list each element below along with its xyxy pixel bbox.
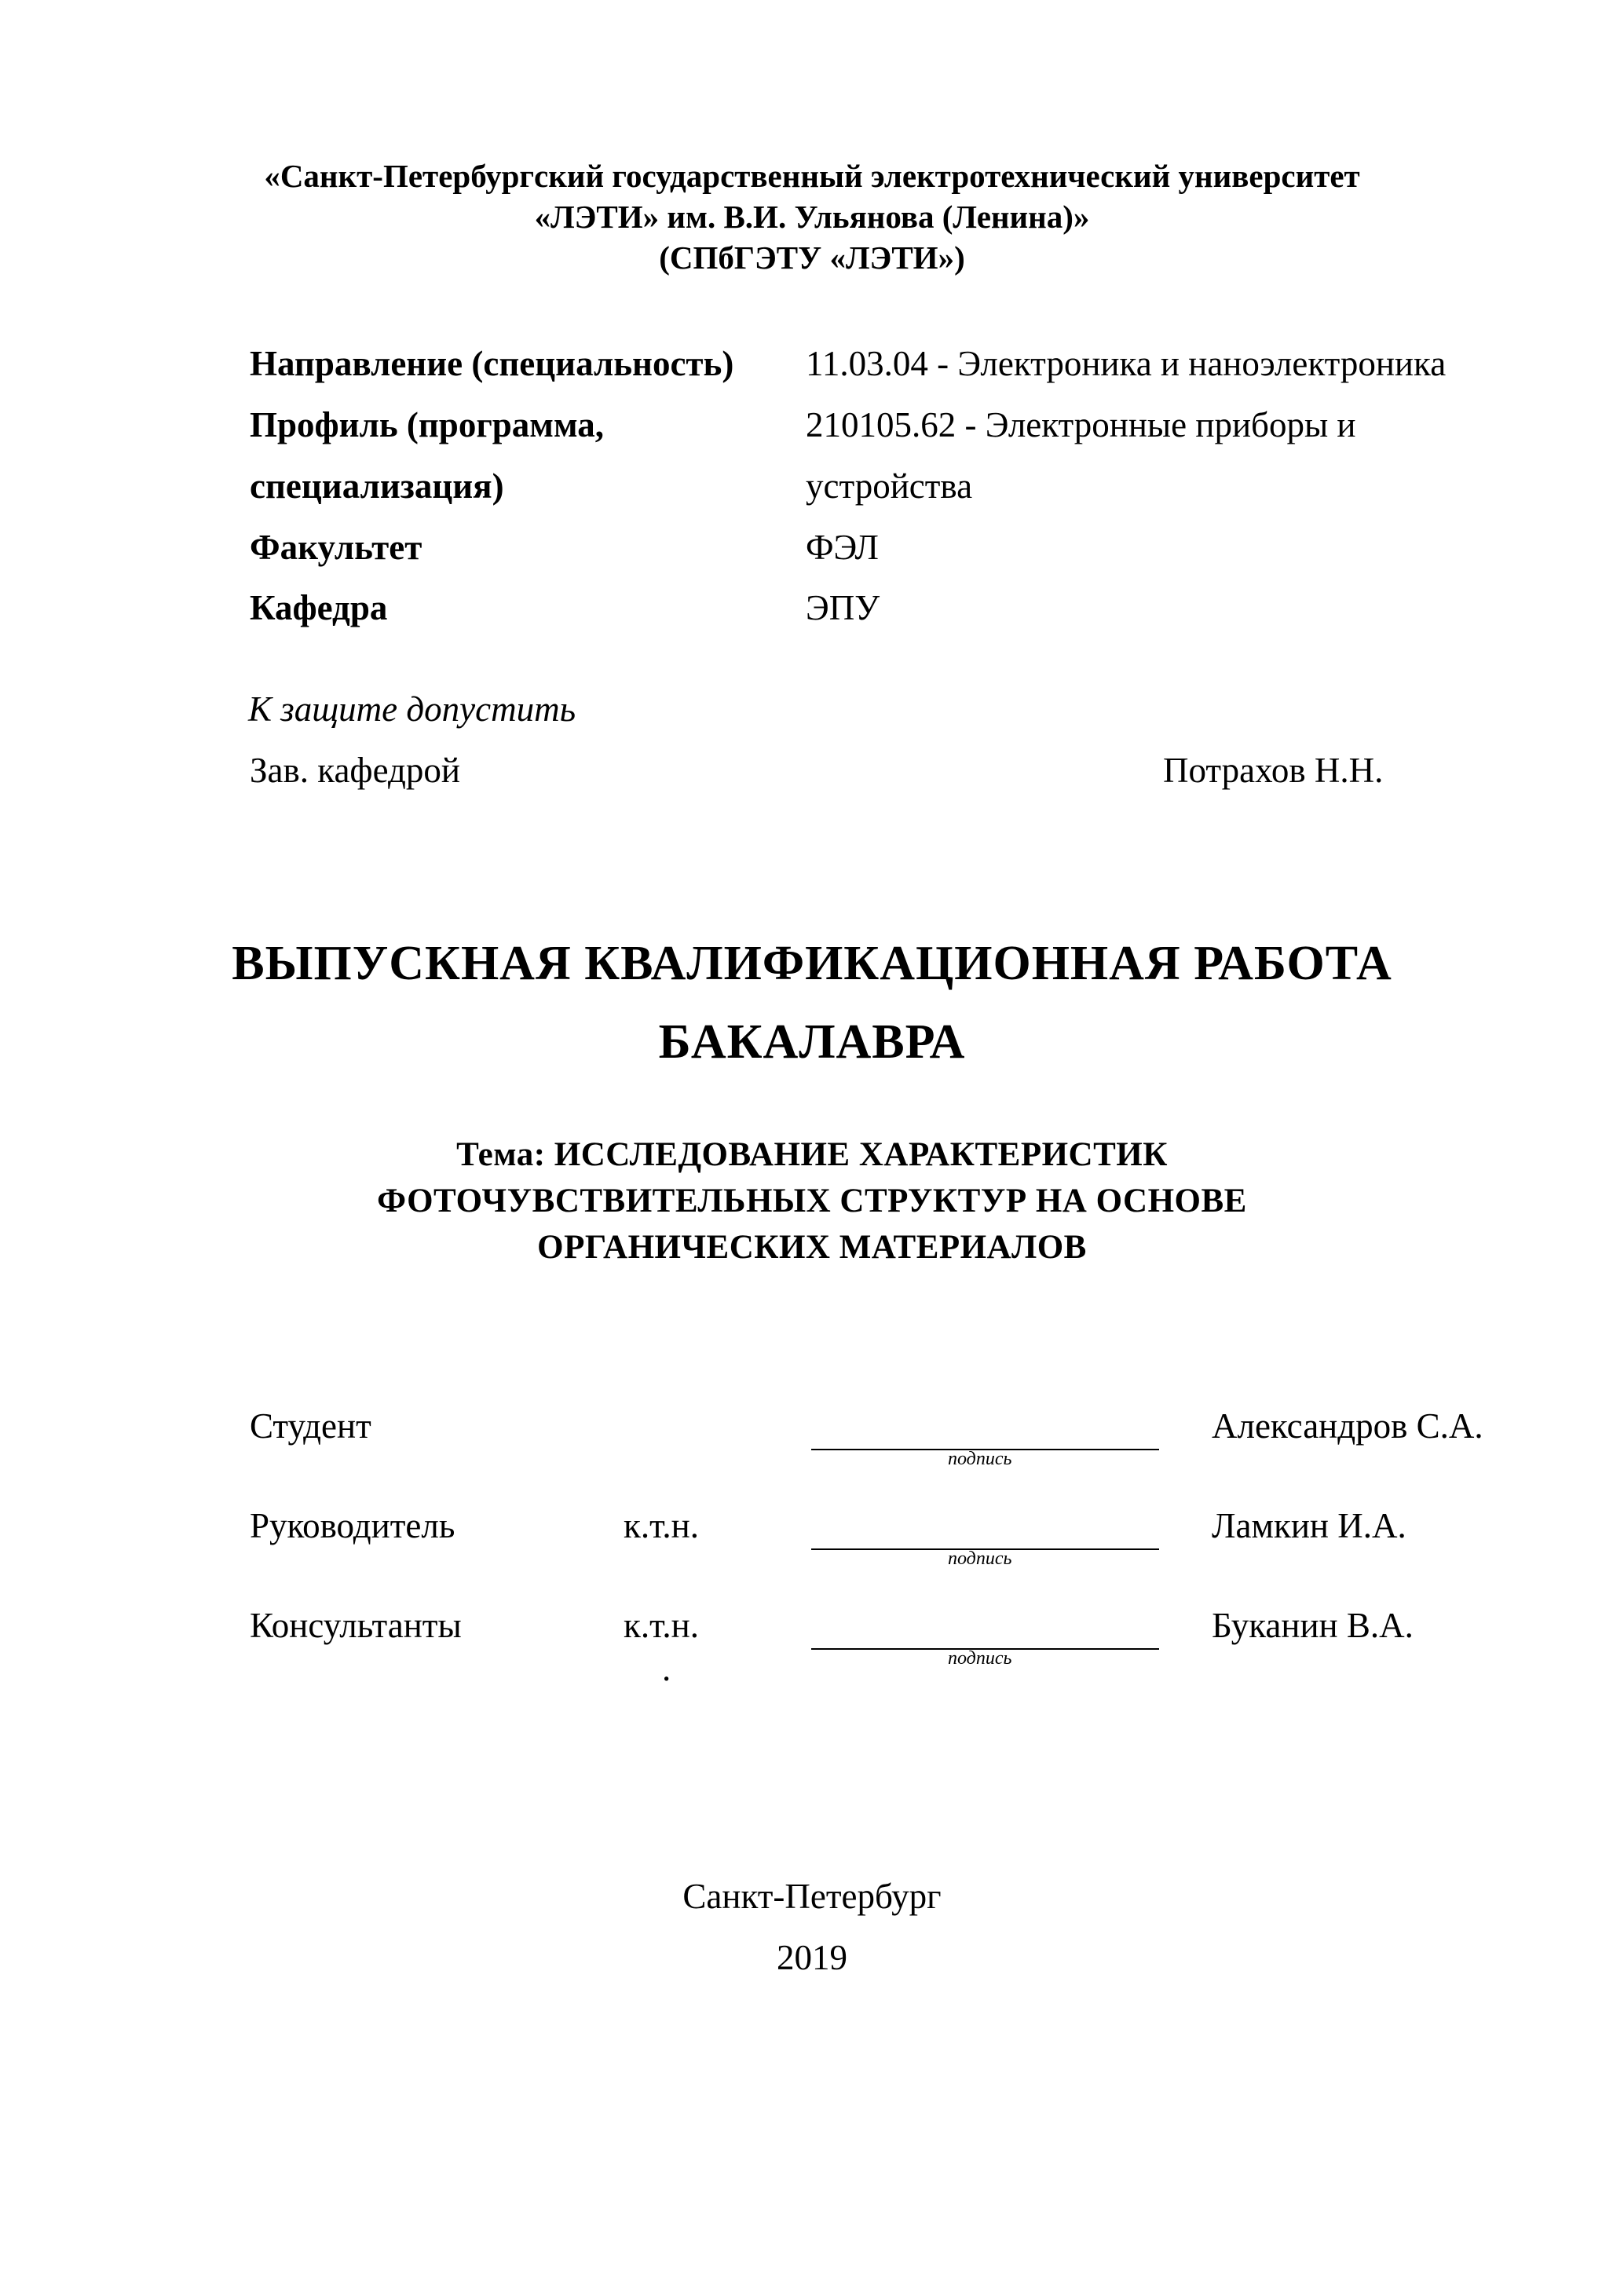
direction-value: 11.03.04 - Электроника и наноэлектроника bbox=[806, 344, 1447, 383]
head-of-department-name: Потрахов Н.Н. bbox=[1163, 751, 1384, 790]
faculty-label: Факультет bbox=[250, 528, 422, 567]
direction-label: Направление (специальность) bbox=[250, 344, 734, 383]
department-value: ЭПУ bbox=[806, 588, 880, 627]
profile-label-line2: специализация) bbox=[250, 466, 504, 506]
consultant-name: Буканин В.А. bbox=[1212, 1606, 1414, 1645]
supervisor-role: Руководитель bbox=[250, 1506, 455, 1545]
profile-label-line1: Профиль (программа, bbox=[250, 405, 605, 444]
student-role: Студент bbox=[250, 1406, 371, 1446]
consultant-degree: к.т.н. bbox=[624, 1606, 699, 1645]
theme-line3: ОРГАНИЧЕСКИХ МАТЕРИАЛОВ bbox=[537, 1229, 1087, 1266]
profile-value-line1: 210105.62 - Электронные приборы и bbox=[806, 405, 1356, 444]
faculty-value: ФЭЛ bbox=[806, 528, 879, 567]
supervisor-signature-caption: подпись bbox=[948, 1548, 1012, 1569]
university-name-line2: «ЛЭТИ» им. В.И. Ульянова (Ленина)» bbox=[534, 199, 1090, 235]
student-signature-caption: подпись bbox=[948, 1449, 1012, 1469]
theme-line1: Тема: ИССЛЕДОВАНИЕ ХАРАКТЕРИСТИК bbox=[456, 1136, 1168, 1173]
university-name-line1: «Санкт-Петербургский государственный электротехнический университет bbox=[264, 158, 1360, 194]
consultant-signature-caption: подпись bbox=[948, 1648, 1012, 1669]
admission-label: К защите допустить bbox=[248, 689, 576, 729]
supervisor-name: Ламкин И.А. bbox=[1212, 1506, 1406, 1545]
department-label: Кафедра bbox=[250, 588, 388, 627]
head-of-department-label: Зав. кафедрой bbox=[250, 751, 460, 790]
work-title-line2: БАКАЛАВРА bbox=[658, 1015, 966, 1069]
student-name: Александров С.А. bbox=[1212, 1406, 1483, 1446]
profile-value-line2: устройства bbox=[806, 466, 973, 506]
supervisor-degree: к.т.н. bbox=[624, 1506, 699, 1545]
theme-line2: ФОТОЧУВСТВИТЕЛЬНЫХ СТРУКТУР НА ОСНОВЕ bbox=[377, 1183, 1247, 1219]
university-abbrev: (СПбГЭТУ «ЛЭТИ») bbox=[659, 239, 965, 276]
year: 2019 bbox=[777, 1938, 847, 1977]
work-title-line1: ВЫПУСКНАЯ КВАЛИФИКАЦИОННАЯ РАБОТА bbox=[232, 937, 1392, 990]
stray-dot: . bbox=[662, 1649, 671, 1688]
city: Санкт-Петербург bbox=[682, 1877, 942, 1916]
consultant-role: Консультанты bbox=[250, 1606, 462, 1645]
